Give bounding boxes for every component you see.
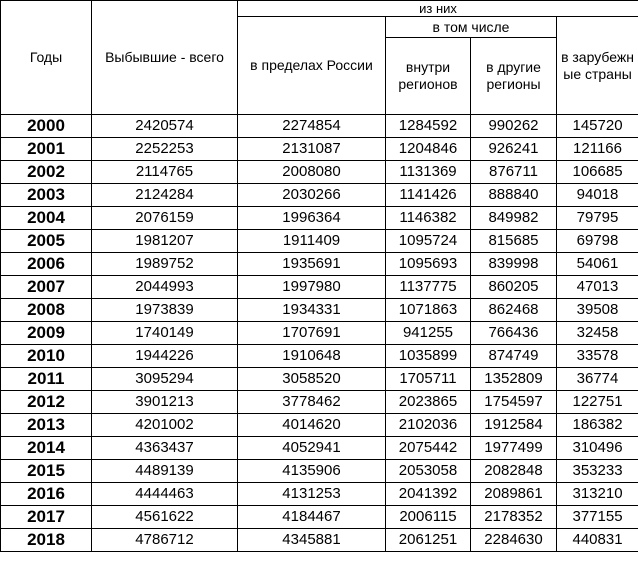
cell-abroad: 121166 [557,138,638,161]
cell-total: 1944226 [92,345,238,368]
cell-within-regions: 1095693 [386,253,471,276]
cell-within-russia: 1934331 [238,299,386,322]
cell-abroad: 39508 [557,299,638,322]
cell-other-regions: 862468 [471,299,557,322]
cell-total: 4201002 [92,414,238,437]
cell-other-regions: 2089861 [471,483,557,506]
cell-within-russia: 4345881 [238,529,386,552]
cell-other-regions: 926241 [471,138,557,161]
cell-total: 2252253 [92,138,238,161]
cell-other-regions: 2178352 [471,506,557,529]
cell-year: 2008 [1,299,92,322]
cell-total: 2420574 [92,115,238,138]
header-within-regions: внутри регионов [386,38,471,115]
header-abroad: в зарубежные страны [557,17,638,115]
cell-year: 2004 [1,207,92,230]
cell-year: 2002 [1,161,92,184]
cell-other-regions: 1754597 [471,391,557,414]
cell-year: 2014 [1,437,92,460]
cell-abroad: 122751 [557,391,638,414]
cell-year: 2011 [1,368,92,391]
table-row [1,115,638,138]
cell-total: 4786712 [92,529,238,552]
table-row [1,437,638,460]
table-row [1,138,638,161]
cell-year: 2017 [1,506,92,529]
cell-total: 1740149 [92,322,238,345]
cell-within-regions: 2102036 [386,414,471,437]
cell-within-regions: 1705711 [386,368,471,391]
cell-within-russia: 1707691 [238,322,386,345]
table-row [1,529,638,552]
cell-other-regions: 888840 [471,184,557,207]
cell-within-russia: 3778462 [238,391,386,414]
header-within-russia: в пределах России [238,17,386,115]
cell-abroad: 310496 [557,437,638,460]
table-row [1,391,638,414]
cell-within-russia: 1911409 [238,230,386,253]
cell-total: 3901213 [92,391,238,414]
cell-abroad: 440831 [557,529,638,552]
cell-other-regions: 1912584 [471,414,557,437]
cell-within-russia: 2131087 [238,138,386,161]
table-body [1,115,638,552]
cell-within-russia: 3058520 [238,368,386,391]
header-total: Выбывшие - всего [92,1,238,115]
cell-abroad: 32458 [557,322,638,345]
cell-within-russia: 2008080 [238,161,386,184]
cell-year: 2000 [1,115,92,138]
cell-abroad: 69798 [557,230,638,253]
cell-total: 2114765 [92,161,238,184]
cell-other-regions: 1352809 [471,368,557,391]
cell-year: 2018 [1,529,92,552]
cell-year: 2001 [1,138,92,161]
cell-within-russia: 2274854 [238,115,386,138]
table-row [1,460,638,483]
table-row [1,161,638,184]
cell-within-regions: 1095724 [386,230,471,253]
cell-abroad: 145720 [557,115,638,138]
cell-within-regions: 1131369 [386,161,471,184]
cell-within-regions: 1141426 [386,184,471,207]
header-other-regions: в другие регионы [471,38,557,115]
cell-within-russia: 4184467 [238,506,386,529]
cell-other-regions: 839998 [471,253,557,276]
cell-within-russia: 1997980 [238,276,386,299]
cell-year: 2013 [1,414,92,437]
header-years: Годы [1,1,92,115]
cell-total: 1989752 [92,253,238,276]
cell-abroad: 94018 [557,184,638,207]
cell-within-regions: 1204846 [386,138,471,161]
cell-within-regions: 1035899 [386,345,471,368]
cell-within-russia: 4131253 [238,483,386,506]
table-row [1,184,638,207]
cell-within-regions: 2053058 [386,460,471,483]
table-row [1,322,638,345]
cell-year: 2006 [1,253,92,276]
cell-within-russia: 4052941 [238,437,386,460]
cell-within-regions: 2061251 [386,529,471,552]
cell-other-regions: 876711 [471,161,557,184]
table-header [1,1,638,115]
cell-within-russia: 1996364 [238,207,386,230]
cell-within-regions: 2006115 [386,506,471,529]
cell-within-regions: 2041392 [386,483,471,506]
cell-other-regions: 2082848 [471,460,557,483]
cell-total: 3095294 [92,368,238,391]
cell-other-regions: 815685 [471,230,557,253]
cell-total: 2044993 [92,276,238,299]
cell-year: 2009 [1,322,92,345]
table-row [1,345,638,368]
cell-total: 4363437 [92,437,238,460]
cell-abroad: 186382 [557,414,638,437]
cell-other-regions: 1977499 [471,437,557,460]
cell-year: 2012 [1,391,92,414]
cell-other-regions: 860205 [471,276,557,299]
cell-within-regions: 2023865 [386,391,471,414]
cell-total: 1973839 [92,299,238,322]
cell-within-regions: 1071863 [386,299,471,322]
cell-within-regions: 1137775 [386,276,471,299]
table-row [1,414,638,437]
cell-abroad: 377155 [557,506,638,529]
cell-within-regions: 2075442 [386,437,471,460]
cell-year: 2007 [1,276,92,299]
cell-within-regions: 1284592 [386,115,471,138]
table-row [1,299,638,322]
cell-other-regions: 766436 [471,322,557,345]
cell-abroad: 33578 [557,345,638,368]
cell-year: 2015 [1,460,92,483]
table-row [1,483,638,506]
cell-abroad: 36774 [557,368,638,391]
table-row [1,276,638,299]
cell-other-regions: 990262 [471,115,557,138]
cell-abroad: 79795 [557,207,638,230]
table-row [1,506,638,529]
table-row [1,368,638,391]
cell-year: 2005 [1,230,92,253]
cell-within-russia: 2030266 [238,184,386,207]
cell-total: 1981207 [92,230,238,253]
table-row [1,230,638,253]
cell-total: 2076159 [92,207,238,230]
cell-within-russia: 1935691 [238,253,386,276]
header-including: в том числе [386,17,557,38]
table-row [1,253,638,276]
cell-abroad: 54061 [557,253,638,276]
cell-abroad: 313210 [557,483,638,506]
cell-other-regions: 874749 [471,345,557,368]
cell-total: 4489139 [92,460,238,483]
cell-abroad: 47013 [557,276,638,299]
cell-within-russia: 1910648 [238,345,386,368]
cell-total: 4444463 [92,483,238,506]
cell-year: 2010 [1,345,92,368]
cell-year: 2016 [1,483,92,506]
cell-total: 4561622 [92,506,238,529]
cell-total: 2124284 [92,184,238,207]
table-row [1,207,638,230]
cell-year: 2003 [1,184,92,207]
cell-abroad: 106685 [557,161,638,184]
cell-other-regions: 849982 [471,207,557,230]
cell-within-regions: 941255 [386,322,471,345]
cell-within-russia: 4135906 [238,460,386,483]
cell-abroad: 353233 [557,460,638,483]
cell-within-regions: 1146382 [386,207,471,230]
cell-within-russia: 4014620 [238,414,386,437]
cell-other-regions: 2284630 [471,529,557,552]
header-of-them: из них [238,1,638,17]
